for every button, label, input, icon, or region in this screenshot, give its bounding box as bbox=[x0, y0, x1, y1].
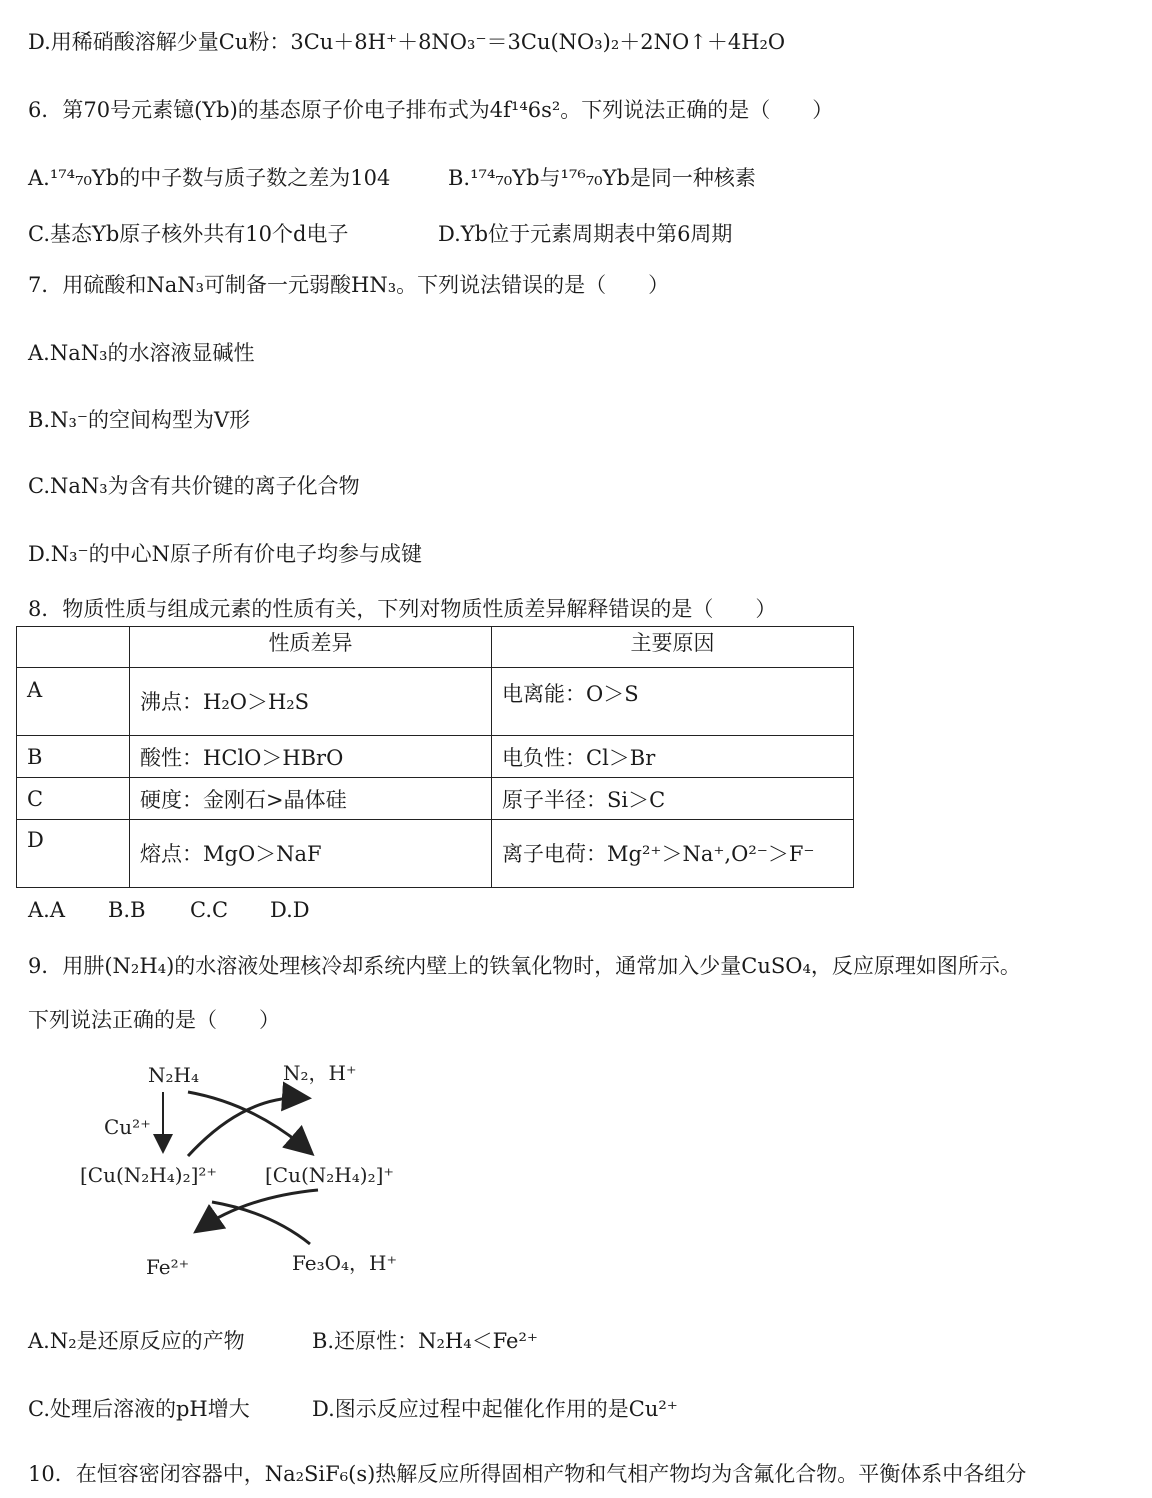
label-complex-2plus: [Cu(N₂H₄)₂]²⁺ bbox=[80, 1163, 217, 1187]
table-cell: B bbox=[17, 736, 130, 778]
q5-option-d: D.用稀硝酸溶解少量Cu粉：3Cu＋8H⁺＋8NO₃⁻＝3Cu(NO₃)₂＋2NO↑＋4H₂O bbox=[28, 30, 786, 54]
table-header-cell bbox=[17, 627, 130, 668]
table-header-row bbox=[17, 627, 854, 668]
table-row bbox=[17, 736, 854, 778]
q9-stem-line2: 下列说法正确的是（ ） bbox=[28, 1008, 280, 1032]
table-header-cell: 主要原因 bbox=[492, 627, 854, 668]
label-cu2: Cu²⁺ bbox=[104, 1115, 151, 1139]
label-n2h4: N₂H₄ bbox=[148, 1063, 199, 1087]
q9-option-c: C.处理后溶液的pH增大 bbox=[28, 1397, 250, 1421]
q9-option-b: B.还原性：N₂H₄＜Fe²⁺ bbox=[312, 1329, 538, 1353]
q8-table bbox=[16, 626, 854, 888]
arrow-curve-bottom-right bbox=[212, 1202, 310, 1244]
table-cell: 酸性：HClO＞HBrO bbox=[130, 736, 492, 778]
table-cell: 硬度：金刚石>晶体硅 bbox=[130, 778, 492, 820]
arrow-curve-bottom-left bbox=[198, 1190, 318, 1230]
label-fe3o4: Fe₃O₄，H⁺ bbox=[292, 1251, 398, 1275]
q7-option-a: A.NaN₃的水溶液显碱性 bbox=[28, 341, 255, 365]
q8-option-d: D.D bbox=[270, 898, 310, 922]
label-n2-h: N₂，H⁺ bbox=[283, 1061, 357, 1085]
q10-stem: 10．在恒容密闭容器中，Na₂SiF₆(s)热解反应所得固相产物和气相产物均为含氟化合物。平衡体系中各组分 bbox=[28, 1462, 1027, 1486]
q7-stem: 7．用硫酸和NaN₃可制备一元弱酸HN₃。下列说法错误的是（ ） bbox=[28, 273, 670, 297]
q9-stem-line1: 9．用肼(N₂H₄)的水溶液处理核冷却系统内壁上的铁氧化物时，通常加入少量CuSO₄，反应原理如图所示。 bbox=[28, 954, 1021, 978]
table-row bbox=[17, 668, 854, 736]
table-row bbox=[17, 778, 854, 820]
q7-option-c: C.NaN₃为含有共价键的离子化合物 bbox=[28, 474, 360, 498]
table-cell: 电负性：Cl＞Br bbox=[492, 736, 854, 778]
label-fe2: Fe²⁺ bbox=[146, 1255, 190, 1279]
arrow-curve-top-left bbox=[188, 1092, 310, 1152]
table-cell: 原子半径：Si＞C bbox=[492, 778, 854, 820]
q8-stem: 8．物质性质与组成元素的性质有关，下列对物质性质差异解释错误的是（ ） bbox=[28, 597, 777, 621]
table-row bbox=[17, 820, 854, 888]
q6-option-d: D.Yb位于元素周期表中第6周期 bbox=[438, 222, 733, 246]
q8-option-b: B.B bbox=[108, 898, 146, 922]
q8-option-a: A.A bbox=[28, 898, 66, 922]
table-cell: 熔点：MgO＞NaF bbox=[130, 820, 492, 888]
table-cell: 沸点：H₂O＞H₂S bbox=[130, 668, 492, 736]
q9-option-d: D.图示反应过程中起催化作用的是Cu²⁺ bbox=[312, 1397, 678, 1421]
table-cell: 离子电荷：Mg²⁺＞Na⁺,O²⁻＞F⁻ bbox=[492, 820, 854, 888]
table-cell: C bbox=[17, 778, 130, 820]
q8-option-c: C.C bbox=[190, 898, 229, 922]
table-cell: D bbox=[17, 820, 130, 888]
table-cell: A bbox=[17, 668, 130, 736]
q7-option-b: B.N₃⁻的空间构型为V形 bbox=[28, 408, 251, 432]
table-cell: 电离能：O＞S bbox=[492, 668, 854, 736]
q9-option-a: A.N₂是还原反应的产物 bbox=[28, 1329, 245, 1353]
arrow-curve-top-right bbox=[188, 1098, 306, 1156]
table-header-cell: 性质差异 bbox=[130, 627, 492, 668]
label-complex-1plus: [Cu(N₂H₄)₂]⁺ bbox=[265, 1163, 394, 1187]
q6-option-b: B.¹⁷⁴₇₀Yb与¹⁷⁶₇₀Yb是同一种核素 bbox=[448, 166, 756, 190]
q6-stem: 6．第70号元素镱(Yb)的基态原子价电子排布式为4f¹⁴6s²。下列说法正确的是（ ） bbox=[28, 98, 834, 122]
q6-option-c: C.基态Yb原子核外共有10个d电子 bbox=[28, 222, 349, 246]
q7-option-d: D.N₃⁻的中心N原子所有价电子均参与成键 bbox=[28, 542, 423, 566]
q6-option-a: A.¹⁷⁴₇₀Yb的中子数与质子数之差为104 bbox=[28, 166, 391, 190]
reaction-cycle-diagram bbox=[60, 1052, 440, 1292]
